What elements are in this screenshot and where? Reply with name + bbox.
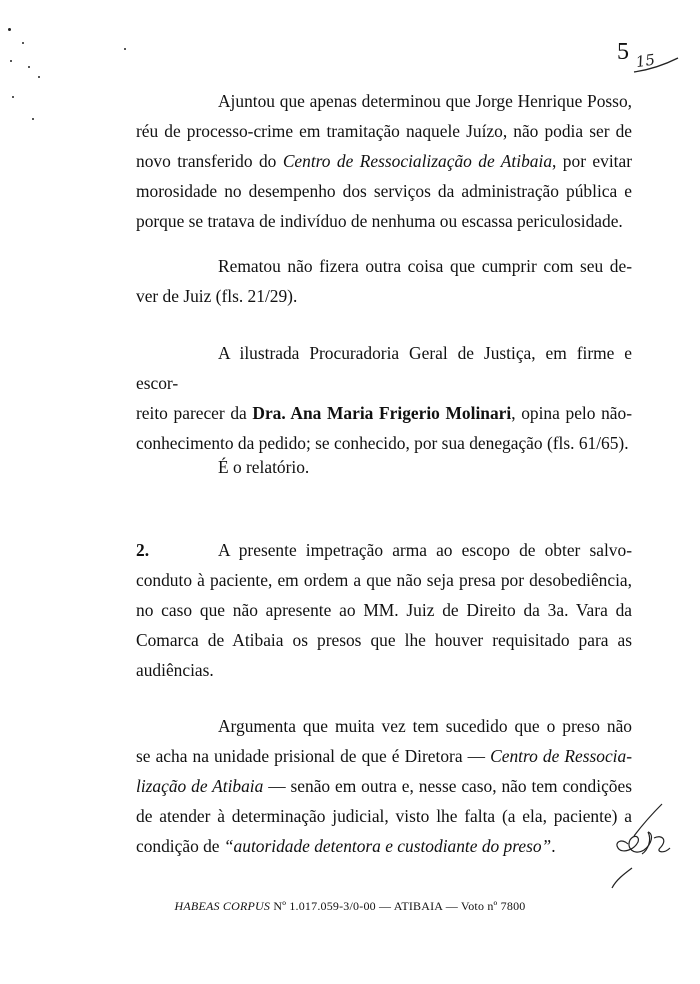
text-line	[136, 831, 632, 861]
text-line: A ilustrada Procuradoria Geral de Justiça, em firme e escor-	[136, 343, 632, 393]
text-line: audiências.	[136, 660, 214, 680]
text-line	[136, 771, 632, 801]
paragraph-5	[136, 535, 632, 685]
text-line: Comarca de Atibaia os presos que lhe houver requisitado para as	[136, 630, 632, 650]
text-line	[136, 398, 632, 428]
text-line: réu de processo-crime em tramitação naquele Juízo, não podia ser de	[136, 121, 632, 141]
scan-speck	[22, 42, 24, 44]
text-run: — senão em outra e, nesse caso, não tem condições	[263, 776, 632, 796]
text-line: conduto à paciente, em ordem a que não seja presa por desobediência,	[136, 570, 632, 590]
italic-run: Centro de Ressocia-	[490, 746, 632, 766]
scan-speck	[12, 96, 14, 98]
italic-quote: “autoridade detentora e custodiante do preso”	[223, 836, 552, 856]
italic-run: Centro de Ressocialização de Atibaia	[282, 151, 553, 171]
text-run: , por evitar	[552, 151, 633, 171]
paragraph-2	[136, 251, 632, 311]
handwritten-folio: 15	[634, 50, 657, 72]
text-line	[136, 741, 632, 771]
text-line: de atender à determinação judicial, visto lhe falta (a ela, paciente) a	[136, 806, 632, 826]
paragraph-4	[136, 452, 632, 482]
text-line: porque se tratava de indivíduo de nenhuma ou escassa periculosidade.	[136, 211, 623, 231]
text-run: reito parecer da	[136, 403, 253, 423]
page-footer	[0, 898, 700, 914]
section-number: 2.	[136, 540, 150, 560]
text-line: Argumenta que muita vez tem sucedido que o preso não	[218, 716, 632, 736]
paragraph-6	[136, 711, 632, 861]
text-line: A presente impetração arma ao escopo de obter salvo-	[218, 540, 632, 560]
scan-speck	[10, 60, 12, 62]
text-run: se acha na unidade prisional de que é Diretora —	[136, 746, 491, 766]
footer-case-number: Nº 1.017.059-3/0-00 — ATIBAIA — Voto nº 7800	[273, 899, 526, 913]
scan-speck	[38, 76, 40, 78]
text-line: Ajuntou que apenas determinou que Jorge Henrique Posso,	[218, 91, 632, 111]
text-line: É o relatório.	[218, 457, 310, 477]
page-number: 5	[617, 39, 629, 65]
scan-speck	[124, 48, 126, 50]
text-line: Rematou não fizera outra coisa que cumprir com seu de-	[218, 256, 632, 276]
paragraph-1	[136, 86, 632, 236]
scan-speck	[8, 28, 11, 31]
italic-run: lização de Atibaia	[136, 776, 264, 796]
text-line: no caso que não apresente ao MM. Juiz de Direito da 3a. Vara da	[136, 600, 632, 620]
handwritten-folio-mark	[630, 42, 690, 82]
text-line: ver de Juiz (fls. 21/29).	[136, 286, 298, 306]
bold-name: Dra. Ana Maria Frigerio Molinari	[252, 403, 512, 423]
text-run: condição de	[136, 836, 224, 856]
scan-speck	[28, 66, 30, 68]
text-run: .	[551, 836, 556, 856]
paragraph-3	[136, 338, 632, 458]
scan-speck	[32, 118, 34, 120]
footer-habeas-corpus: HABEAS CORPUS	[174, 899, 271, 913]
text-line: conhecimento da pedido; se conhecido, por sua denegação (fls. 61/65).	[136, 433, 629, 453]
text-line	[136, 146, 632, 176]
text-line: morosidade no desempenho dos serviços da administração pública e	[136, 181, 632, 201]
handwritten-rubric	[604, 790, 684, 910]
text-run: , opina pelo não-	[511, 403, 632, 423]
text-run: novo transferido do	[136, 151, 283, 171]
